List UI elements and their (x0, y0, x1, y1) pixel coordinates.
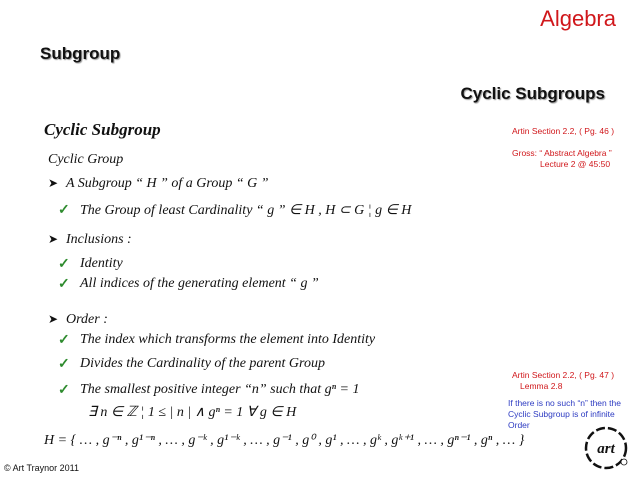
note-artin-1: Artin Section 2.2, ( Pg. 46 ) (512, 126, 615, 136)
cyclic-subgroup-formula: H = { … , g⁻ⁿ , g¹⁻ⁿ , … , g⁻ᵏ , g¹⁻ᵏ , … , g⁻¹ , g⁰ , g¹ , … , gᵏ , gᵏ⁺¹ , … , gⁿ⁻¹ , gⁿ , … } (44, 433, 525, 448)
bullet-text: The Group of least Cardinality “ g ” ∈ H , H ⊂ G ¦ g ∈ H (80, 203, 412, 218)
cyclic-group-label: Cyclic Group (48, 152, 124, 167)
check-bullet-icon: ✓ (58, 357, 70, 372)
bullet-text: Inclusions : (66, 232, 132, 247)
check-bullet-icon: ✓ (58, 383, 70, 398)
subbullet-smallest (58, 382, 360, 398)
bullet-text: Identity (80, 256, 123, 271)
note-infinite-3: Order (508, 420, 530, 430)
check-bullet-icon: ✓ (58, 257, 70, 272)
bullet-text: All indices of the generating element “ g ” (80, 276, 319, 291)
check-bullet-icon: ✓ (58, 277, 70, 292)
subbullet-least-cardinality (58, 202, 412, 219)
bullet-inclusions (48, 232, 132, 248)
bullet-text: The smallest positive integer “n” such that gⁿ = 1 (80, 382, 360, 397)
subbullet-index-transforms (58, 332, 376, 348)
bullet-text: Order : (66, 312, 108, 327)
arrow-bullet-icon: ➤ (48, 176, 59, 190)
slide-title: Subgroup (40, 44, 121, 63)
check-bullet-icon: ✓ (58, 333, 70, 348)
slide-subtitle: Cyclic Subgroups (460, 84, 605, 103)
bullet-text: The index which transforms the element into Identity (80, 332, 376, 347)
arrow-bullet-icon: ➤ (48, 312, 59, 326)
note-gross-1: Gross: “ Abstract Algebra ” (512, 148, 612, 158)
bullet-text: Divides the Cardinality of the parent Group (80, 356, 325, 371)
art-logo (584, 426, 628, 470)
note-infinite-2: Cyclic Subgroup is of infinite (508, 409, 615, 419)
topic-label: Algebra (540, 6, 616, 31)
note-artin-2a: Artin Section 2.2, ( Pg. 47 ) (512, 370, 615, 380)
bullet-order (48, 312, 108, 328)
subbullet-divides (58, 356, 325, 372)
note-infinite-1: If there is no such “n” then the (508, 398, 621, 408)
check-bullet-icon: ✓ (58, 203, 70, 218)
art-logo-icon (584, 426, 628, 470)
section-heading: Cyclic Subgroup (44, 120, 161, 139)
logo-text: art (597, 441, 615, 457)
note-gross-2: Lecture 2 @ 45:50 (540, 159, 611, 169)
copyright-text: © Art Traynor 2011 (4, 463, 80, 473)
subbullet-identity (58, 256, 123, 272)
exists-statement: ∃ n ∈ ℤ ¦ 1 ≤ | n | ∧ gⁿ = 1 ∀ g ∈ H (88, 405, 297, 420)
arrow-bullet-icon: ➤ (48, 232, 59, 246)
bullet-subgroup (48, 176, 269, 192)
bullet-text: A Subgroup “ H ” of a Group “ G ” (66, 176, 269, 191)
subbullet-all-indices (58, 276, 319, 292)
note-artin-2b: Lemma 2.8 (520, 381, 563, 391)
